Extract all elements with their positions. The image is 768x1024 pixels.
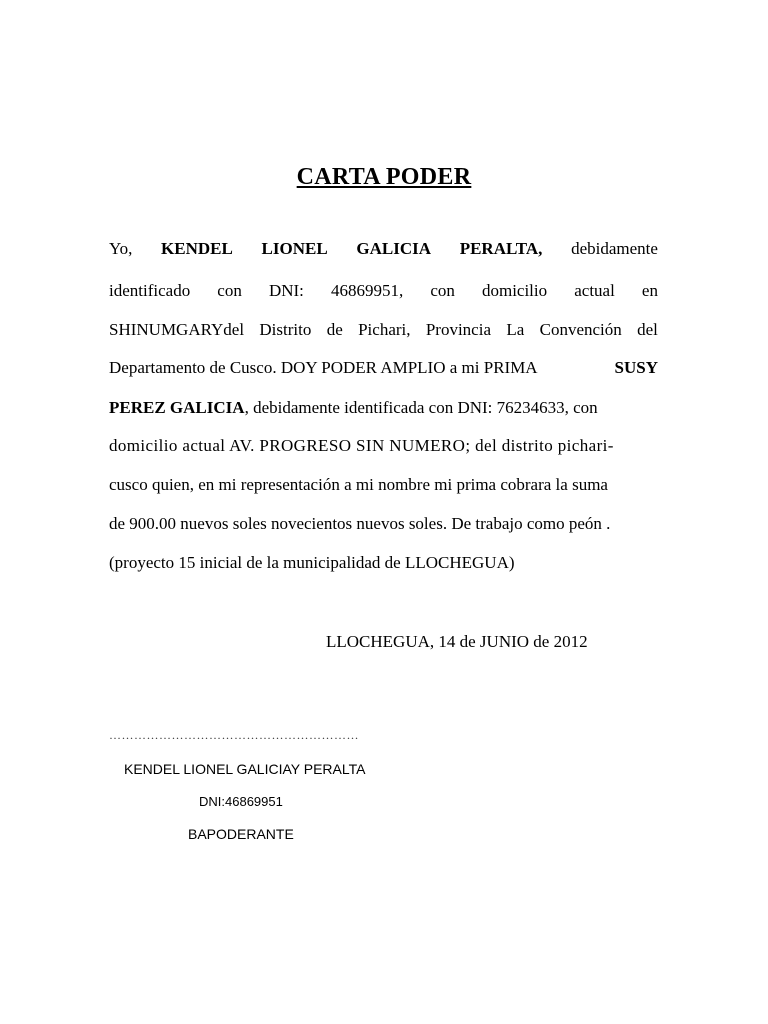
line-text: , debidamente identificada con DNI: 76234633, con — [244, 398, 598, 417]
word: con — [430, 281, 455, 300]
word: en — [641, 281, 658, 300]
word: actual — [574, 281, 615, 300]
word: de — [326, 320, 343, 339]
word: La — [506, 320, 525, 339]
line-text: Departamento de Cusco. DOY PODER AMPLIO a mi PRIMA — [109, 358, 538, 377]
body-line-2 — [109, 280, 658, 302]
signer-dni: DNI:46869951 — [199, 794, 283, 809]
attorney-name-first: SUSY — [614, 358, 658, 377]
word: DNI: — [268, 281, 304, 300]
word: identificado — [109, 281, 191, 300]
place-date: LLOCHEGUA, 14 de JUNIO de 2012 — [326, 632, 588, 651]
word: SHINUMGARYdel — [109, 320, 245, 339]
grantor-name-word: GALICIA — [356, 239, 431, 258]
body-line-4 — [109, 357, 658, 379]
body-line-7: cusco quien, en mi representación a mi nombre mi prima cobrara la suma — [109, 475, 608, 494]
body-line-5 — [109, 397, 658, 419]
grantor-name-word: PERALTA, — [459, 239, 543, 258]
grantor-name-word: KENDEL — [161, 239, 233, 258]
attorney-name-rest: PEREZ GALICIA — [109, 398, 245, 417]
signer-role: BAPODERANTE — [188, 826, 294, 842]
word: Yo, — [109, 239, 133, 258]
word: debidamente — [571, 239, 658, 258]
grantor-name-word: LIONEL — [261, 239, 328, 258]
word: del — [637, 320, 658, 339]
body-line-8: de 900.00 nuevos soles novecientos nuevos soles. De trabajo como peón . — [109, 514, 611, 533]
word: domicilio — [481, 281, 548, 300]
word: Pichari, — [358, 320, 411, 339]
signature-line: …………………………………………………… — [109, 728, 359, 742]
word: con — [217, 281, 242, 300]
word: Provincia — [425, 320, 491, 339]
body-line-9: (proyecto 15 inicial de la municipalidad de LLOCHEGUA) — [109, 553, 515, 572]
signer-name: KENDEL LIONEL GALICIAY PERALTA — [124, 761, 366, 777]
word: Convención — [539, 320, 622, 339]
document-title: CARTA PODER — [296, 164, 472, 190]
body-line-1 — [109, 238, 658, 260]
word: Distrito — [259, 320, 312, 339]
grantor-dni: 46869951, — [330, 281, 404, 300]
body-line-3 — [109, 319, 658, 341]
body-line-6: domicilio actual AV. PROGRESO SIN NUMERO; del distrito pichari- — [109, 436, 614, 455]
